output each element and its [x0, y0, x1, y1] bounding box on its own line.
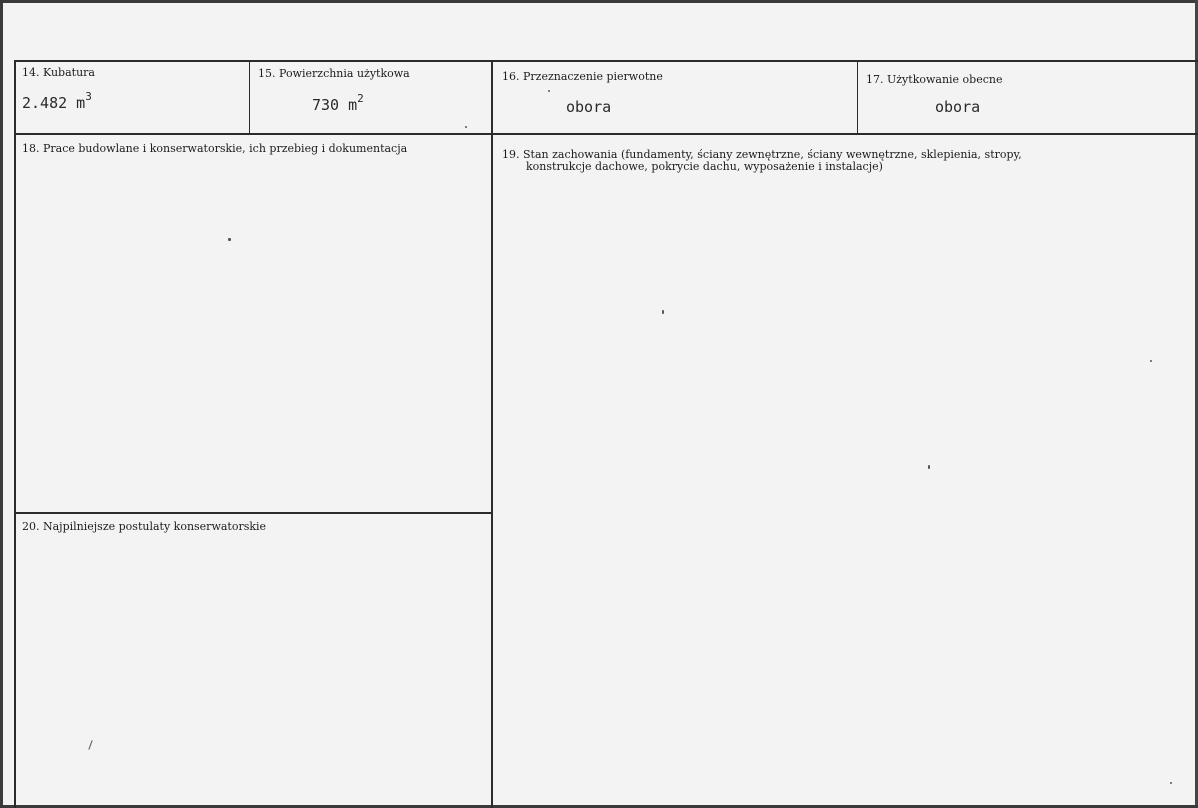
sheet-edge-left	[0, 0, 3, 808]
field-15-label: 15. Powierzchnia użytkowa	[258, 67, 410, 80]
field-16-value: obora	[566, 98, 612, 116]
field-16-label: 16. Przeznaczenie pierwotne	[502, 70, 663, 83]
scan-speck	[1170, 782, 1172, 784]
field-19-label-line2: konstrukcje dachowe, pokrycie dachu, wyposażenie i instalacje)	[526, 160, 883, 173]
scan-speck	[1150, 360, 1152, 362]
scan-speck	[228, 238, 231, 241]
divider-16-17	[857, 60, 858, 134]
scan-speck	[662, 310, 664, 314]
scan-speck	[548, 90, 550, 92]
field-17-label: 17. Użytkowanie obecne	[866, 73, 1003, 86]
second-row-rule	[14, 133, 1198, 135]
scan-speck	[465, 126, 467, 128]
scan-speck	[928, 465, 930, 469]
field-20-label: 20. Najpilniejsze postulaty konserwatorskie	[22, 520, 267, 533]
sheet-edge-top	[0, 0, 1198, 3]
field-19-label-line1: 19. Stan zachowania (fundamenty, ściany zewnętrzne, ściany wewnętrzne, sklepienia, stropy,	[502, 148, 1022, 161]
field-14-unit-exponent: 3	[85, 90, 92, 103]
field-20-rule	[14, 512, 492, 514]
field-14-label: 14. Kubatura	[22, 66, 95, 79]
field-15-number: 730 m	[312, 96, 358, 114]
field-14-value	[22, 92, 92, 112]
top-row-rule	[14, 60, 1198, 62]
main-column-divider	[491, 60, 493, 808]
field-15-value	[312, 94, 364, 114]
left-margin-rule	[14, 60, 16, 808]
field-14-number: 2.482 m	[22, 94, 86, 112]
scan-speck	[88, 740, 92, 750]
field-18-label: 18. Prace budowlane i konserwatorskie, ich przebieg i dokumentacja	[22, 142, 408, 155]
field-15-unit-exponent: 2	[357, 92, 364, 105]
divider-14-15	[249, 60, 250, 134]
field-17-value: obora	[935, 98, 981, 116]
